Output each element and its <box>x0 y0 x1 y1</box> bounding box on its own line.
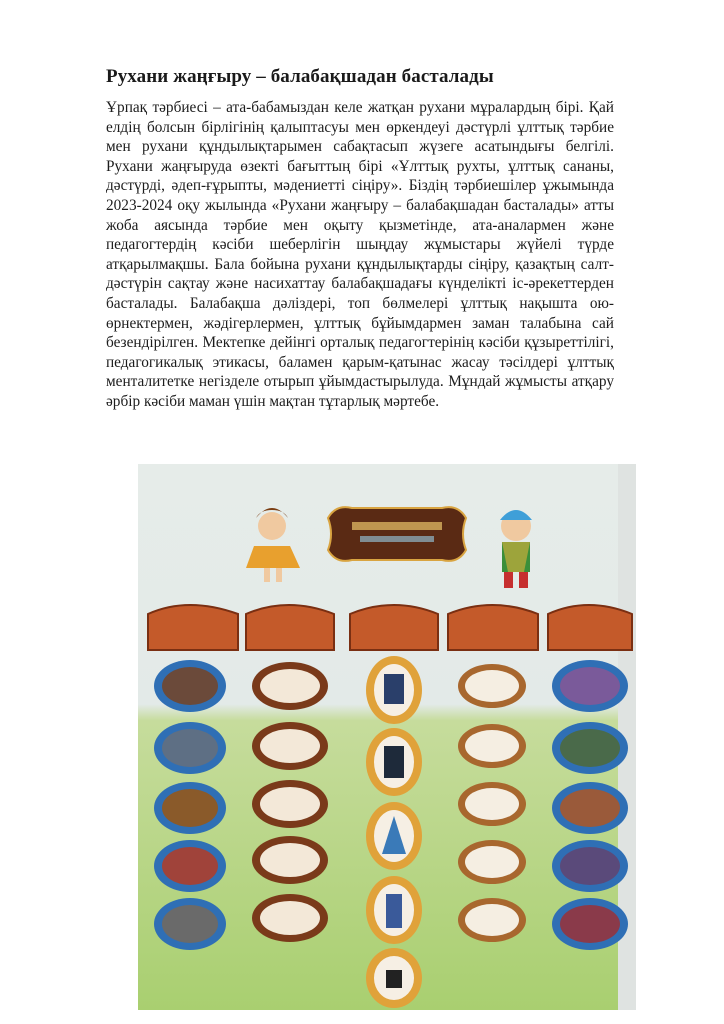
column-1-cards <box>154 660 226 950</box>
title-plaque <box>328 507 466 561</box>
body-paragraph: Ұрпақ тәрбиесі – ата-бабамыздан келе жатқан рухани мұралардың бірі. Қай елдің болсын бірлігінің қалыптасуы мен өркендеуі дәстүрлі ұлттық тәрбие мен рухани құндылықтарымен сабақтасып жүзеге асатындығы белгілі. Рухани жаңғыруда өзекті бағыттың бірі «Ұлттық рухты, ұлттық сананы, дәстүрді, әдеп-ғұрыпты, мәдениетті сіңіру». Біздің тәрбиешілер ұжымында 2023-2024 оқу жылында «Рухани жаңғыру – балабақшадан басталады» атты жоба аясында тәрбие мен оқыту қызметінде, ата-аналармен және педагогтердің кәсіби шеберлігін шыңдау жұмыстары жүйелі түрде атқарылмақшы. Бала бойына рухани құндылықтарды сіңіру, қазақтың салт-дәстүрін сақтау және насихаттау балабақшадағы күнделікті іс-әрекеттерден басталады. Балабақша дәліздері, топ бөлмелері ұлттық нақышта ою-өрнектермен, жәдігерлермен, ұлттық бұйымдармен заман талабына сай безендірілген. Мектепке дейінгі орталық педагогтерінің кәсіби құзыреттілігі, педагогикалық этикасы, баламен қарым-қатынас жасау тәсілдері ұлттық менталитетке негізделе отырып ұйымдастырылуда. Мұндай жұмысты атқару әрбір кәсіби маман үшін мақтан тұтарлық мәртебе. <box>106 99 614 410</box>
wall-display-illustration <box>138 464 636 1010</box>
column-3-cards <box>366 656 422 1008</box>
category-headers <box>148 605 632 650</box>
column-2-cards <box>252 662 328 942</box>
column-4-cards <box>458 664 526 942</box>
column-5-cards <box>552 660 628 950</box>
document-title: Рухани жаңғыру – балабақшадан басталады <box>106 66 494 87</box>
girl-figure <box>246 508 300 582</box>
boy-figure <box>500 510 532 588</box>
wall-display-photo <box>138 464 636 1010</box>
